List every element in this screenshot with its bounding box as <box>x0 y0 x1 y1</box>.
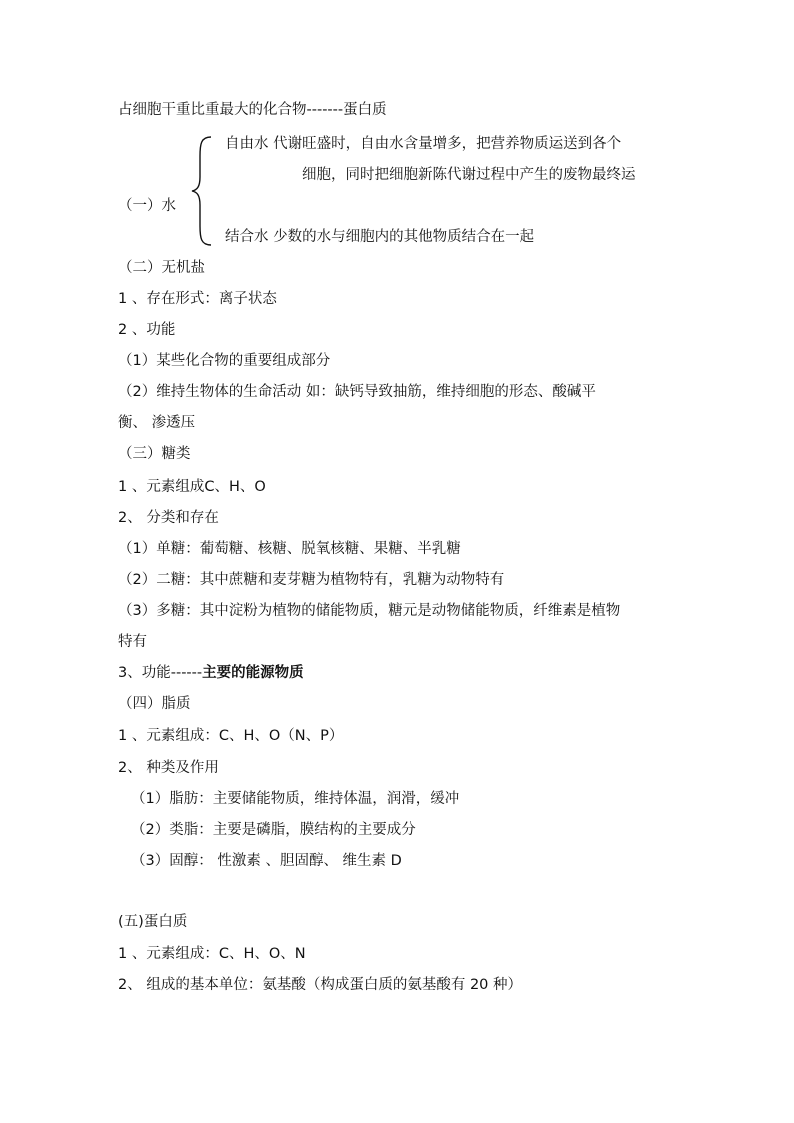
protein-heading: (五)蛋白质 <box>118 914 188 930</box>
protein-basic-unit-line: 2、 组成的基本单位：氨基酸（构成蛋白质的氨基酸有 20 种） <box>118 977 523 993</box>
protein-dominance-line: 占细胞干重比重最大的化合物-------蛋白质 <box>118 102 387 118</box>
lipid-elements-line: 1 、元素组成：C、H、O（N、P） <box>118 728 344 744</box>
inorganic-salt-function-2-continued: 衡、 渗透压 <box>118 415 196 431</box>
free-water-line-1: 自由水 代谢旺盛时，自由水含量增多，把营养物质运送到各个 <box>225 136 622 152</box>
inorganic-salt-function-2: （2）维持生物体的生命活动 如：缺钙导致抽筋，维持细胞的形态、酸碱平 <box>118 384 596 400</box>
protein-elements-line: 1 、元素组成：C、H、O、N <box>118 946 306 962</box>
polysaccharide-line: （3）多糖：其中淀粉为植物的储能物质，糖元是动物储能物质，纤维素是植物 <box>118 603 621 619</box>
inorganic-salt-heading: （二）无机盐 <box>118 260 205 276</box>
carbohydrate-function-emphasis: 主要的能源物质 <box>202 665 304 681</box>
inorganic-salt-function-heading: 2 、功能 <box>118 322 176 338</box>
fat-line: （1）脂肪：主要储能物质，维持体温，润滑，缓冲 <box>131 791 460 807</box>
free-water-line-2: 细胞，同时把细胞新陈代谢过程中产生的废物最终运 <box>302 167 636 183</box>
polysaccharide-line-continued: 特有 <box>118 634 147 650</box>
carbohydrate-classification-heading: 2、 分类和存在 <box>118 510 219 526</box>
inorganic-salt-function-1: （1）某些化合物的重要组成部分 <box>118 353 331 369</box>
carbohydrate-heading: （三）糖类 <box>118 446 191 462</box>
bound-water-line: 结合水 少数的水与细胞内的其他物质结合在一起 <box>225 229 535 245</box>
carbohydrate-elements-line: 1 、元素组成C、H、O <box>118 479 266 495</box>
inorganic-salt-form-line: 1 、存在形式：离子状态 <box>118 291 277 307</box>
lipid-types-heading: 2、 种类及作用 <box>118 760 219 776</box>
disaccharide-line: （2）二糖：其中蔗糖和麦芽糖为植物特有，乳糖为动物特有 <box>118 572 505 588</box>
water-brace <box>191 136 215 246</box>
lipoid-line: （2）类脂：主要是磷脂，膜结构的主要成分 <box>131 822 416 838</box>
lipid-heading: （四）脂质 <box>118 696 191 712</box>
water-section-label: （一）水 <box>118 198 176 214</box>
carbohydrate-function-line <box>118 664 304 682</box>
sterol-line: （3）固醇： 性激素 、胆固醇、 维生素 D <box>131 853 402 869</box>
carbohydrate-function-prefix: 3、功能------ <box>118 665 203 681</box>
monosaccharide-line: （1）单糖：葡萄糖、核糖、脱氧核糖、果糖、半乳糖 <box>118 541 461 557</box>
